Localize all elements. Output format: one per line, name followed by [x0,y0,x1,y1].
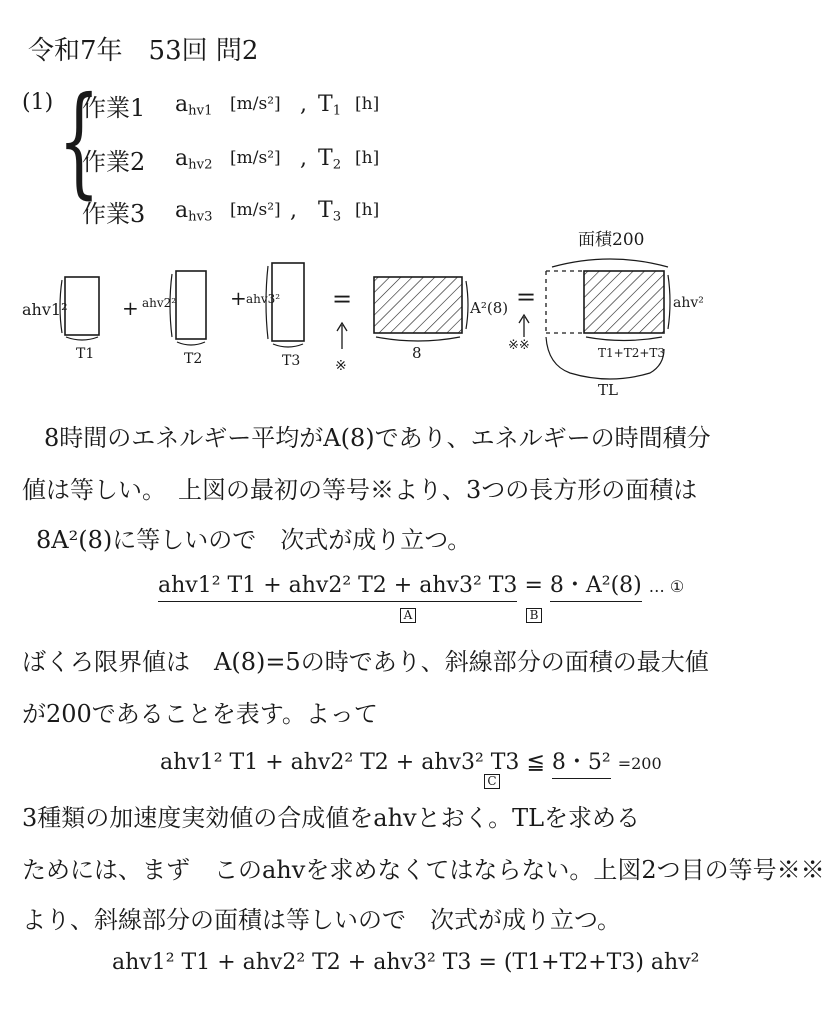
separator: , [290,198,297,223]
equation-rhs: 8・A²(8) [550,573,642,602]
task-name: 作業1 [82,94,146,122]
area-diagram [0,225,724,405]
rect-8h-side-label: A²(8) [470,299,509,317]
rect1-side-label: ahv1² [22,300,68,319]
equation-3 [112,950,699,975]
equation-1 [158,568,684,599]
task-name: 作業3 [82,200,146,228]
task-accel: $a_{hv2}$ [175,146,213,173]
task-accel: $a_{hv3}$ [175,198,213,225]
rect-lifetime-bottom-label: TL [598,381,618,399]
text-line: 8A²(8)に等しいので 次式が成り立つ。 [36,526,472,554]
text-line: ばくろ限界値は A(8)=5の時であり、斜線部分の面積の最大値 [22,648,709,676]
equation-number: … ① [648,577,685,596]
mark-b: B [526,604,542,623]
equation-sign: = [524,573,543,598]
rect2-side-label: ahv2² [142,296,177,310]
equation-result: =200 [617,754,662,773]
rect2-bottom-label: T2 [184,351,203,367]
equation-lhs: ahv1² T1 + ahv2² T2 + ahv3² T3 [158,573,517,602]
equality-mark-1: ※ [335,358,347,374]
equation-lhs: ahv1² T1 + ahv2² T2 + ahv3² T3 [112,950,472,975]
text-line: 3種類の加速度実効値の合成値をahvとおく。TLを求める [22,804,641,832]
rect2 [176,271,206,339]
equation-2 [160,745,662,776]
task-name: 作業2 [82,148,146,176]
mark-a: A [400,604,416,623]
task-time-unit: [h] [355,200,380,220]
rect-8h [374,277,462,333]
left-brace: { [58,72,100,211]
equals-sign: = [516,283,537,311]
task-accel-unit: [m/s²] [230,200,281,220]
separator: , [300,92,307,117]
equality-mark-2: ※※ [508,338,530,353]
page-title: 令和7年 53回 問2 [28,36,259,66]
equation-lhs: ahv1² T1 + ahv2² T2 + ahv3² T3 [160,750,520,775]
rect3-side-label: ahv3² [246,292,281,306]
plus-sign: + [230,286,247,310]
rect1 [65,277,99,335]
rect-lifetime-inner-label: T1+T2+T3 [598,346,666,360]
task-accel-unit: [m/s²] [230,148,281,168]
rect-8h-bottom-label: 8 [412,344,422,362]
rect-lifetime-side-label: ahv² [673,295,704,311]
equation-sign: ≦ [526,750,545,775]
equation-sign: = [478,950,497,975]
text-line: より、斜線部分の面積は等しいので 次式が成り立つ。 [22,906,622,934]
text-line: 値は等しい。 上図の最初の等号※より、3つの長方形の面積は [22,476,698,504]
task-accel: $a_{hv1}$ [175,92,213,119]
task-time: $T_3$ [318,198,342,225]
equation-rhs: (T1+T2+T3) ahv² [503,950,700,975]
rect3-bottom-label: T3 [282,353,301,369]
task-time: $T_1$ [318,92,342,119]
separator: , [300,146,307,171]
part-label: (1) [22,90,54,115]
area-label: 面積200 [578,230,645,250]
task-time-unit: [h] [355,148,380,168]
task-time-unit: [h] [355,94,380,114]
equals-sign: = [332,285,353,313]
mark-c: C [484,770,500,789]
task-accel-unit: [m/s²] [230,94,281,114]
text-line: が200であることを表す。よって [22,700,378,728]
rect-lifetime [584,271,664,333]
text-line: ためには、まず このahvを求めなくてはならない。上図2つ目の等号※※ [22,856,825,884]
equation-rhs: 8・5² [552,750,611,779]
task-time: $T_2$ [318,146,342,173]
plus-sign: + [122,296,139,320]
rect1-bottom-label: T1 [76,346,95,362]
text-line: 8時間のエネルギー平均がA(8)であり、エネルギーの時間積分 [44,424,711,452]
